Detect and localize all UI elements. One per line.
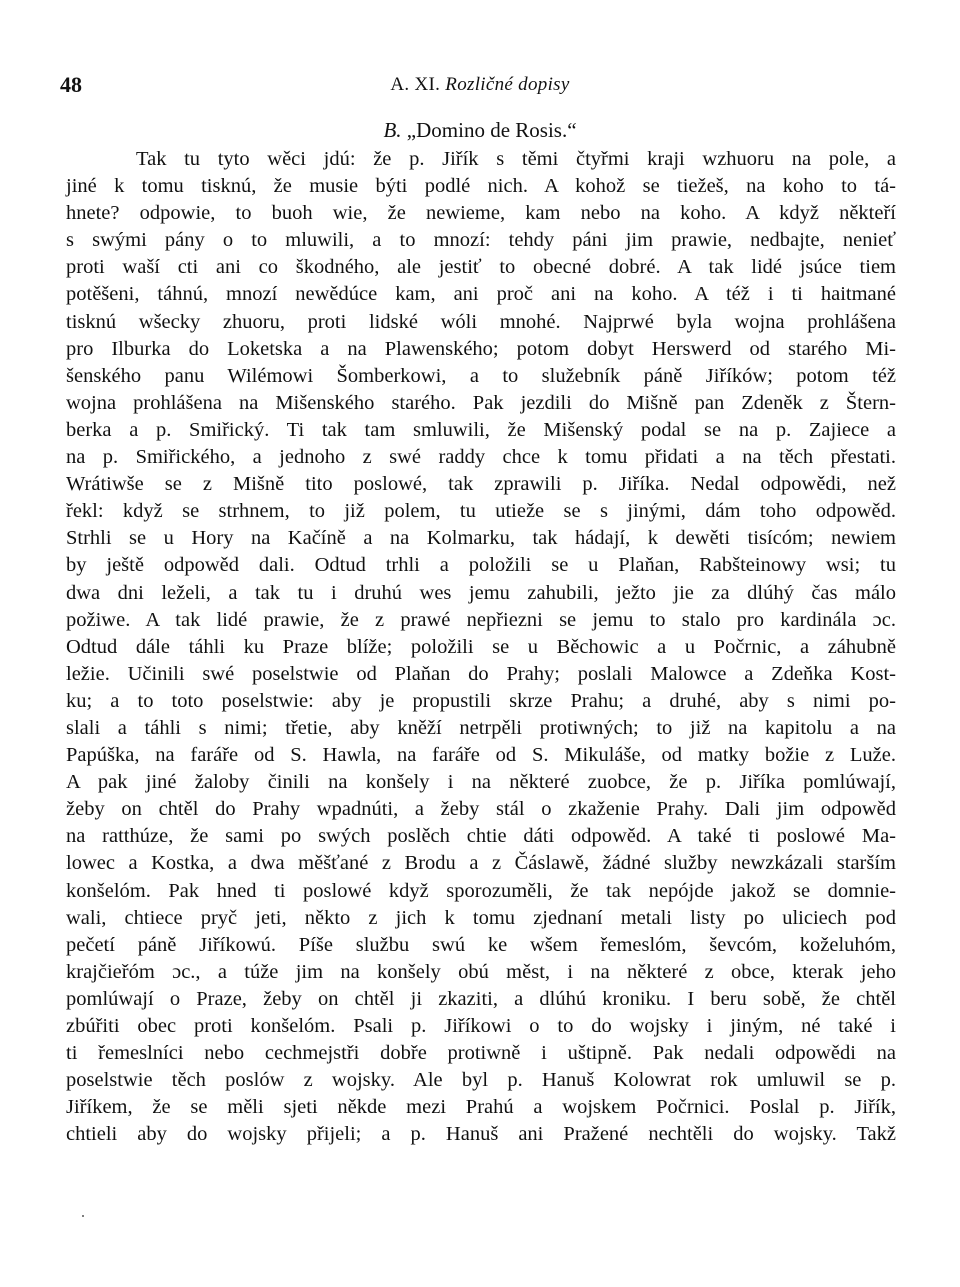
text-line: šenského panu Wilémowi Šomberkowi, a to služebník páně Jiříków; potom též [66, 364, 896, 387]
text-line: chtieli aby do wojsky přijeli; a p. Hanuš ani Pražené nechtěli do wojsky. Takž [66, 1123, 896, 1146]
text-line: pečetí páně Jiříkowú. Píše službu swú ke wšem řemeslóm, ševcóm, koželuhóm, [66, 933, 896, 956]
text-line: Tak tu tyto wěci jdú: že p. Jiřík s těmi čtyřmi kraji wzhuoru na pole, a [136, 148, 896, 170]
text-line: wojna prohlášena na Mišenského starého. Pak jezdili do Mišně pan Zdeněk z Štern- [66, 391, 896, 414]
running-head-prefix: A. XI. [390, 74, 441, 95]
section-letter: B. [383, 118, 402, 142]
text-line: Wrátiwše se z Mišně tito poslowé, tak zprawili p. Jiříka. Nedal odpowědi, než [66, 473, 896, 496]
text-line: hnete? odpowie, to buoh wie, že newieme, kam nebo na koho. A když někteří [66, 202, 896, 225]
text-line: Odtud dále táhli ku Praze blíže; položili se u Běchowic a u Počrnic, a záhubně [66, 635, 896, 658]
text-line: by ještě odpowěd dali. Odtud trhli a položili se u Plaňan, Rabšteinowy wsi; tu [66, 554, 896, 577]
speck-mark [82, 1215, 84, 1217]
text-line: na p. Smiřického, a jednoho z swé raddy chce k tomu přidati a na těch přestati. [66, 446, 896, 469]
text-line: pro Ilburka do Loketska a na Plawenského; potom dobyt Herswerd od starého Mi- [66, 337, 896, 360]
text-line: ku; a to toto poselstwie: aby je propustili skrze Prahu; a druhé, aby s nimi po- [66, 689, 896, 712]
text-line: berka a p. Smiřický. Ti tak tam smluwili, že Mišenský podal se na p. Zajiece a [66, 418, 896, 441]
running-head [0, 74, 960, 96]
text-line: poselstwie těch poslów z wojsky. Ale byl p. Hanuš Kolowrat rok umluwil se p. [66, 1069, 896, 1092]
text-line: Strhli se u Hory na Kačíně a na Kolmarku, tak hádají, k dewěti tisícóm; newiem [66, 527, 896, 550]
text-line: žeby on chtěl do Prahy wpadnúti, a žeby stál o zkaženie Prahy. Dali jim odpowěd [66, 798, 896, 821]
running-head-title: Rozličné dopisy [445, 74, 570, 95]
text-line: dwa dni leželi, a tak tu i druhú wes jemu zahubili, ježto jie za dlúhý čas málo [66, 581, 896, 604]
text-line: lowec a Kostka, a dwa měšťané z Brodu a z Čáslawě, žádné služby newzkázali starším [66, 852, 896, 875]
text-line: s swými pány o to mluwili, a to mnozí: tehdy páni jim prawie, nedbajte, nenieť [66, 229, 896, 252]
text-line: ležie. Učinili swé poselstwie od Plaňan do Prahy; poslali Malowce a Zdeňka Kost- [66, 662, 896, 685]
text-line: Papúška, na faráře od S. Hawla, na faráře od S. Mikuláše, od matky božie z Luže. [66, 744, 896, 767]
text-line: krajčieřóm ɔc., a túže jim na konšely obú měst, i na některé z obce, kterak jeho [66, 960, 896, 983]
text-line: potěšeni, táhnú, mnozí newědúce kam, ani proč ani na koho. A též i ti haitmané [66, 283, 896, 306]
text-line: na ratthúze, že sami po swých poslěch chtie dáti odpowěd. A také ti poslowé Ma- [66, 825, 896, 848]
text-line: Jiříkem, že se měli sjeti někde mezi Prahú a wojskem Počrnici. Poslal p. Jiřík, [66, 1096, 896, 1119]
text-line: A pak jiné žaloby činili na konšely i na některé zuobce, že p. Jiříka pomlúwají, [66, 771, 896, 794]
text-line: konšelóm. Pak hned ti poslowé když sporozuměli, že tak nepójde jakož se domnie- [66, 879, 896, 902]
page-number: 48 [60, 72, 82, 97]
text-line: pomlúwají o Praze, žeby on chtěl ji zkaziti, a dlúhú kroniku. I beru sobě, že chtěl [66, 987, 896, 1010]
section-heading [0, 118, 960, 143]
body-text [66, 146, 896, 1148]
section-title: „Domino de Rosis.“ [406, 118, 577, 142]
text-line: proti waší cti ani co škodného, ale jestiť to obecné dobré. A tak lidé jsúce tiem [66, 256, 896, 279]
text-line: tisknú wšecky zhuoru, proti lidské wóli mnohé. Najprwé byla wojna prohlášena [66, 310, 896, 333]
text-line: wali, chtiece pryč jeti, někto z jich k tomu zjednaní metali listy po uliciech pod [66, 906, 896, 929]
text-line: jiné k tomu tisknú, že musie býti podlé nich. A kohož se tiežeš, na koho to tá- [66, 175, 896, 198]
text-line: slali a táhli s nimi; třetie, aby kněží netrpěli protiwných; to již na kapitolu a na [66, 716, 896, 739]
text-line: požiwe. A tak lidé prawie, že z prawé nepřiezni se jemu to stalo pro kardinála ɔc. [66, 608, 896, 631]
text-line: ti řemeslníci nebo cechmejstři dobře protiwně i uštipně. Pak nedali odpowědi na [66, 1042, 896, 1065]
text-line: řekl: když se strhnem, to již polem, tu utieže se s jinými, dám toho odpowěd. [66, 500, 896, 523]
text-line: zbúřiti obec proti konšelóm. Psali p. Jiříkowi o to do wojsky i jiným, né také i [66, 1015, 896, 1037]
